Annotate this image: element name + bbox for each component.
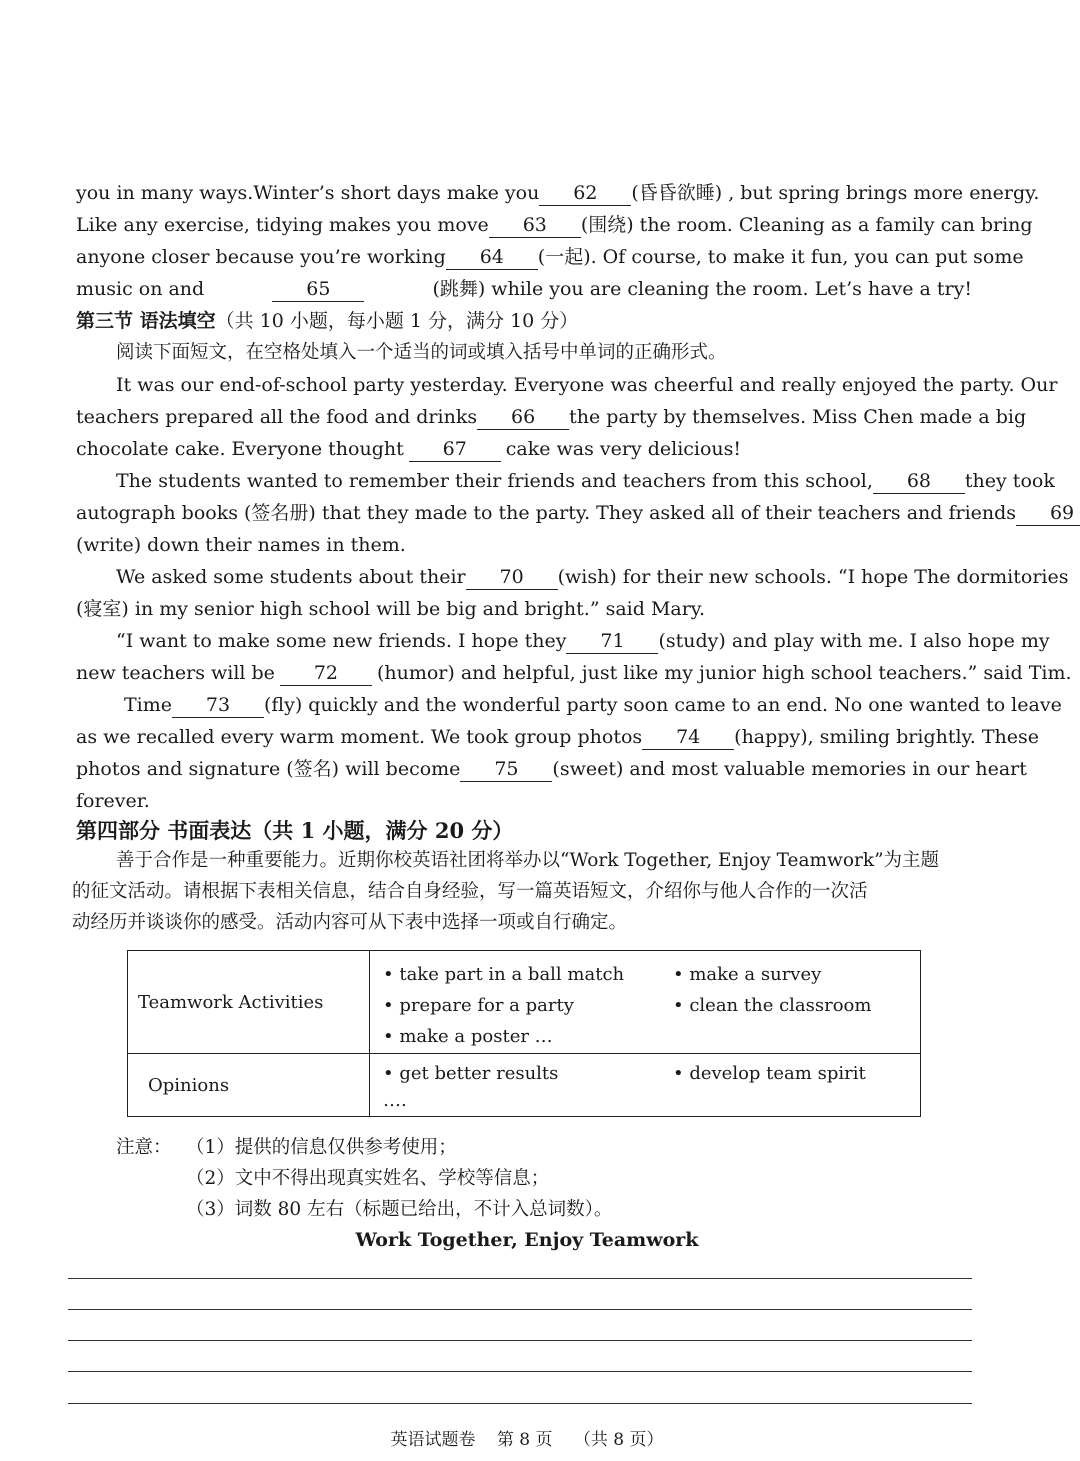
writing-line[interactable] — [68, 1309, 972, 1310]
text-segment: (write) down their names in them. — [76, 534, 406, 556]
text-segment: (study) and play with me. I also hope my — [658, 630, 1050, 652]
writing-line[interactable] — [68, 1340, 972, 1341]
note-item: （2）文中不得出现真实姓名、学校等信息； — [186, 1168, 550, 1189]
writing-line[interactable] — [68, 1371, 972, 1372]
text-segment: (happy), smiling brightly. These — [734, 726, 1039, 748]
passage-line — [76, 658, 1072, 688]
row-label: Teamwork Activities — [128, 951, 370, 1054]
blank-66[interactable]: 66 — [477, 405, 569, 430]
writing-line[interactable] — [68, 1403, 972, 1404]
section-instruction: 阅读下面短文，在空格处填入一个适当的词或填入括号中单词的正确形式。 — [116, 342, 727, 363]
writing-line[interactable] — [68, 1278, 972, 1279]
text-segment: (围绕) the room. Cleaning as a family can bring — [580, 214, 1033, 236]
passage-line — [116, 626, 1050, 656]
text-segment: photos and signature (签名) will become — [76, 758, 461, 780]
section-heading — [76, 306, 578, 336]
text-segment: (跳舞) while you are cleaning the room. Let’s have a try! — [432, 278, 972, 300]
passage-line — [76, 594, 972, 624]
passage-line — [116, 370, 1058, 400]
opinion-item: • develop team spirit — [673, 1063, 866, 1084]
passage-line — [76, 786, 972, 816]
blank-68[interactable]: 68 — [873, 469, 965, 494]
table-row — [128, 1054, 921, 1117]
text-segment: (fly) quickly and the wonderful party soon came to an end. No one wanted to leave — [264, 694, 1062, 716]
activity-item: • clean the classroom — [673, 995, 872, 1016]
blank-63[interactable]: 63 — [489, 213, 581, 238]
blank-69[interactable]: 69 — [1016, 501, 1080, 526]
passage-line — [76, 498, 1075, 528]
passage-line — [76, 274, 972, 304]
blank-64[interactable]: 64 — [446, 245, 538, 270]
text-segment: the party by themselves. Miss Chen made a big — [569, 406, 1027, 428]
activity-item — [673, 1022, 919, 1051]
text-segment: (humor) and helpful, just like my junior high school teachers.” said Tim. — [376, 662, 1072, 684]
row-label: Opinions — [128, 1054, 370, 1117]
text-segment: (一起). Of course, to make it fun, you can put some — [537, 246, 1024, 268]
text-segment: music on and — [76, 278, 205, 300]
blank-70[interactable]: 70 — [466, 565, 558, 590]
note-item: （1）提供的信息仅供参考使用； — [186, 1137, 457, 1158]
text-segment: you in many ways.Winter’s short days make you — [76, 182, 540, 204]
blank-71[interactable]: 71 — [566, 629, 658, 654]
note-item: （3）词数 80 左右（标题已给出，不计入总词数）。 — [186, 1199, 613, 1220]
footer-page-number: 第 8 页 — [496, 1430, 553, 1450]
footer-page-total: （共 8 页） — [573, 1430, 664, 1450]
activity-item: • make a survey — [673, 964, 822, 985]
text-segment: (寝室) in my senior high school will be big and bright.” said Mary. — [76, 598, 706, 620]
text-segment: It was our end-of-school party yesterday. Everyone was cheerful and really enjoyed the party. Our — [116, 374, 1058, 396]
passage-line — [76, 178, 1040, 208]
footer-exam-name: 英语试题卷 — [390, 1430, 476, 1450]
activity-item: • take part in a ball match — [383, 964, 625, 985]
passage-line — [76, 434, 972, 464]
passage-line — [124, 690, 1062, 720]
section-title: 第三节 语法填空 — [76, 310, 216, 332]
opinion-item: …. — [383, 1090, 407, 1111]
blank-67[interactable]: 67 — [409, 437, 501, 462]
text-segment: (wish) for their new schools. “I hope The dormitories — [557, 566, 1069, 588]
row-content — [370, 1054, 921, 1117]
passage-line — [76, 754, 1027, 784]
passage-line — [76, 530, 972, 560]
text-segment: they took — [964, 470, 1055, 492]
notes-label: 注意： — [116, 1137, 172, 1158]
text-segment: forever. — [76, 790, 150, 812]
text-segment: autograph books (签名册) that they made to the party. They asked all of their teachers and friends — [76, 502, 1017, 524]
passage-line — [76, 722, 1039, 752]
text-segment: Time — [124, 694, 173, 716]
text-segment: “I want to make some new friends. I hope they — [116, 630, 567, 652]
blank-62[interactable]: 62 — [539, 181, 631, 206]
page-footer — [0, 1426, 1054, 1454]
opinion-item: • get better results — [383, 1063, 559, 1084]
text-segment: anyone closer because you’re working — [76, 246, 446, 268]
row-content — [370, 951, 921, 1054]
opinion-item — [673, 1090, 919, 1112]
blank-73[interactable]: 73 — [172, 693, 264, 718]
part-heading: 第四部分 书面表达（共 1 小题，满分 20 分） — [76, 818, 514, 843]
activity-table — [127, 950, 921, 1117]
section-score-note: （共 10 小题，每小题 1 分，满分 10 分） — [215, 310, 579, 332]
text-segment: teachers prepared all the food and drinks — [76, 406, 478, 428]
text-segment: (昏昏欲睡) , but spring brings more energy. — [631, 182, 1040, 204]
text-segment: new teachers will be — [76, 662, 275, 684]
passage-line — [116, 562, 1069, 592]
prompt-text: 的征文活动。请根据下表相关信息，结合自身经验，写一篇英语短文，介绍你与他人合作的一次活 — [72, 881, 868, 902]
text-segment: We asked some students about their — [116, 566, 466, 588]
table-row — [128, 951, 921, 1054]
prompt-text: 动经历并谈谈你的感受。活动内容可从下表中选择一项或自行确定。 — [72, 912, 628, 933]
passage-line — [76, 210, 1033, 240]
passage-line — [116, 466, 1055, 496]
essay-title: Work Together, Enjoy Teamwork — [355, 1229, 699, 1251]
prompt-text: 善于合作是一种重要能力。近期你校英语社团将举办以“Work Together, Enjoy Teamwork”为主题 — [116, 850, 940, 871]
blank-74[interactable]: 74 — [642, 725, 734, 750]
text-segment: as we recalled every warm moment. We took group photos — [76, 726, 643, 748]
text-segment: The students wanted to remember their friends and teachers from this school, — [116, 470, 873, 492]
blank-72[interactable]: 72 — [280, 661, 372, 686]
text-segment: cake was very delicious! — [505, 438, 742, 460]
passage-line — [76, 402, 1027, 432]
text-segment: chocolate cake. Everyone thought — [76, 438, 404, 460]
passage-line — [76, 242, 1024, 272]
activity-item: • prepare for a party — [383, 995, 574, 1016]
blank-65[interactable]: 65 — [272, 277, 364, 302]
blank-75[interactable]: 75 — [460, 757, 552, 782]
text-segment: Like any exercise, tidying makes you move — [76, 214, 489, 236]
activity-item: • make a poster … — [383, 1026, 553, 1047]
text-segment: (sweet) and most valuable memories in our heart — [552, 758, 1027, 780]
